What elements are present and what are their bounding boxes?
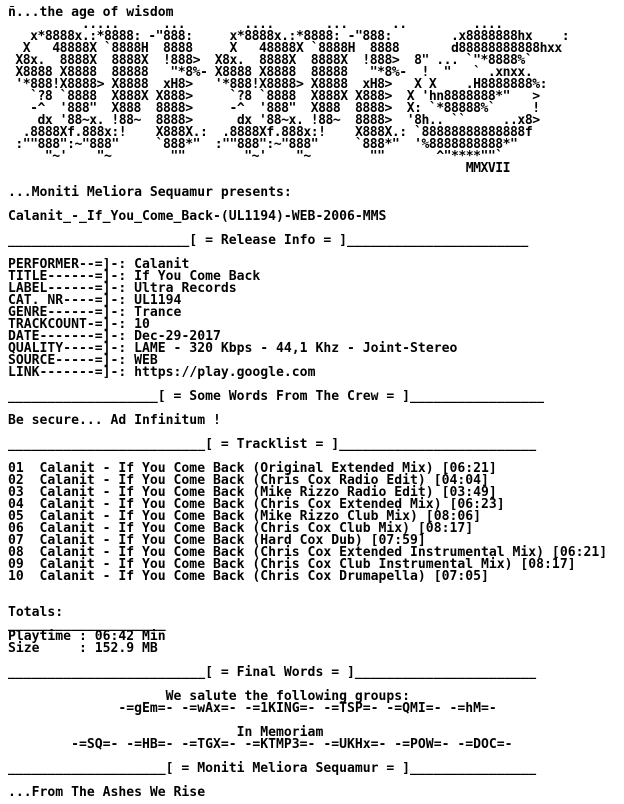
track-row: 05 Calanit - If You Come Back (Mike Rizzo Club Mix) [08:06]: [8, 509, 481, 524]
track-row: 04 Calanit - If You Come Back (Chris Cox Extended Mix) [06:23]: [8, 497, 505, 512]
crew-header: ___________________[ = Some Words From The Crew = ]_________________: [8, 389, 545, 404]
release-info-label: QUALITY----=]-:: [8, 341, 127, 356]
release-info-value: 10: [134, 317, 150, 332]
ascii-logo-line: X 48888X `8888H 8888 X 48888X `8888H 8888 d88888888888hxx: [8, 41, 562, 56]
release-info-label: PERFORMER--=]-:: [8, 257, 127, 272]
release-name: Calanit_-_If_You_Come_Back-(UL1194)-WEB-2006-MMS: [8, 209, 387, 224]
release-info-label: LABEL------=]-:: [8, 281, 127, 296]
groups-line: -=gEm=- -=wAx=- -=1KING=- -=TSP=- -=QMI=- -=hM=-: [8, 701, 497, 716]
release-info-value: Calanit: [134, 257, 190, 272]
final-words-header: _________________________[ = Final Words = ]_______________________: [8, 665, 537, 680]
track-row: 03 Calanit - If You Come Back (Mike Rizzo Radio Edit) [03:49]: [8, 485, 497, 500]
ascii-logo-line: ..... ... .... ... .. ....: [8, 17, 503, 32]
release-info-value: Dec-29-2017: [134, 329, 221, 344]
track-row: 09 Calanit - If You Come Back (Chris Cox Club Instrumental Mix) [08:17]: [8, 557, 576, 572]
header-line: ñ...the age of wisdom: [8, 5, 174, 20]
ascii-logo-line: .8888Xf.888x:! X888X.: .8888Xf.888x:! X888X.: `88888888888888f: [8, 125, 533, 140]
playtime-line: Playtime : 06:42 Min: [8, 629, 166, 644]
ascii-logo-line: "~' "~ "" "~' "~ "" ^"****""`: [8, 149, 503, 164]
release-info-label: GENRE------=]-:: [8, 305, 127, 320]
release-info-label: TITLE------=]-:: [8, 269, 127, 284]
release-info-label: TRACKCOUNT-=]-:: [8, 317, 127, 332]
ascii-logo-line: -^ '888" X888 8888> -^ '888" X888 8888> X: `*88888%` !: [8, 101, 540, 116]
blank-line: [8, 583, 607, 595]
ascii-logo-line: X8888 X8888 88888 "*8%- X8888 X8888 88888 "*8%- ! " ` .xnxx.: [8, 65, 533, 80]
release-info-value: LAME - 320 Kbps - 44,1 Khz - Joint-Stereo: [134, 341, 458, 356]
release-info-label: SOURCE-----=]-:: [8, 353, 127, 368]
release-info-row: [8, 367, 607, 379]
blank-line: [8, 595, 607, 607]
track-row: 06 Calanit - If You Come Back (Chris Cox Club Mix) [08:17]: [8, 521, 474, 536]
release-info-label: DATE-------=]-:: [8, 329, 127, 344]
release-info-value: WEB: [134, 353, 158, 368]
size-line: Size : 152.9 MB: [8, 641, 158, 656]
release-info-label: CAT. NR----=]-:: [8, 293, 127, 308]
tracklist-header: _________________________[ = Tracklist = ]_________________________: [8, 437, 537, 452]
track-row: 10 Calanit - If You Come Back (Chris Cox Drumapella) [07:05]: [8, 569, 489, 584]
release-info-value: If You Come Back: [134, 269, 261, 284]
crew-words: Be secure... Ad Infinitum !: [8, 413, 221, 428]
ascii-logo-line: `?8 `8888 X888X X888> `?8 `8888 X888X X888> X 'hn8888888*" >: [8, 89, 540, 104]
ascii-logo-line: MMXVII: [8, 161, 511, 176]
presents-line: ...Moniti Meliora Sequamur presents:: [8, 185, 292, 200]
track-row: 08 Calanit - If You Come Back (Chris Cox Extended Instrumental Mix) [06:21]: [8, 545, 608, 560]
totals-rule: ____________________: [8, 617, 166, 632]
memoriam-title: In Memoriam: [8, 725, 324, 740]
salute-line: We salute the following groups:: [8, 689, 411, 704]
release-info-header: _______________________[ = Release Info = ]_______________________: [8, 233, 529, 248]
ascii-logo-line: dx '88~x. !88~ 8888> dx '88~x. !88~ 8888> '8h.. `` ..x8>: [8, 113, 540, 128]
release-info-value: UL1194: [134, 293, 182, 308]
mms-header: ____________________[ = Moniti Meliora Sequamur = ]________________: [8, 761, 537, 776]
ascii-logo-line: :""888":~"888" `888*" :""888":~"888" `888*" '%8888888888*": [8, 137, 518, 152]
ascii-logo-line: X8x. 8888X 8888X !888> X8x. 8888X 8888X !888> 8" ... `"*8888%`: [8, 53, 533, 68]
release-info-label: LINK-------=]-:: [8, 365, 127, 380]
release-info-value: Trance: [134, 305, 182, 320]
ascii-logo-line: '*888!X8888> X8888 xH8> '*888!X8888> X8888 xH8> X X .H8888888%:: [8, 77, 547, 92]
track-row: 07 Calanit - If You Come Back (Hard Cox Dub) [07:59]: [8, 533, 426, 548]
track-row: 01 Calanit - If You Come Back (Original Extended Mix) [06:21]: [8, 461, 497, 476]
memoriam-line: -=SQ=- -=HB=- -=TGX=- -=KTMP3=- -=UKHx=- -=POW=- -=DOC=-: [8, 737, 513, 752]
nfo-document: [8, 7, 607, 799]
totals-label: Totals:: [8, 605, 64, 620]
ascii-logo-line: x*8888x.:*8888: -"888: x*8888x.:*8888: -"888: .x8888888hx :: [8, 29, 570, 44]
release-info-value: https://play.google.com: [134, 365, 316, 380]
footer-line: ...From The Ashes We Rise: [8, 785, 206, 800]
track-row: 02 Calanit - If You Come Back (Chris Cox Radio Edit) [04:04]: [8, 473, 489, 488]
release-info-value: Ultra Records: [134, 281, 237, 296]
